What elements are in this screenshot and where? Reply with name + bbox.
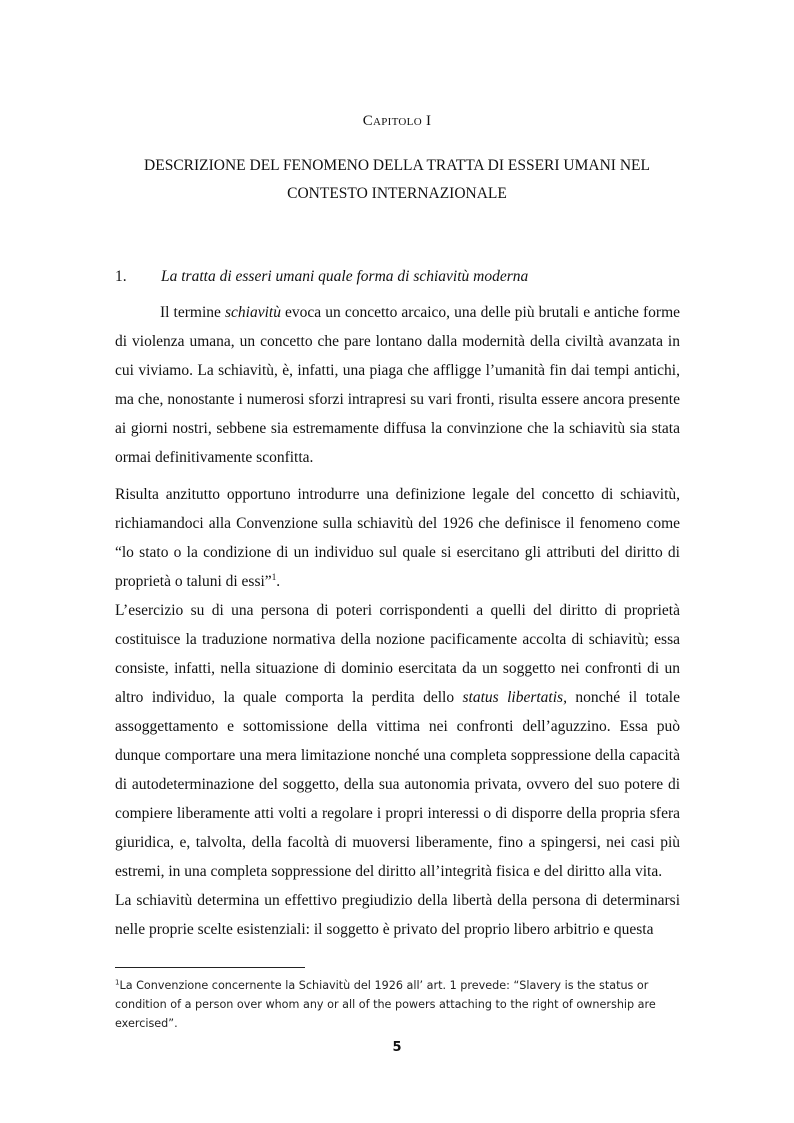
section-heading	[115, 268, 685, 286]
chapter-title-line-1: DESCRIZIONE DEL FENOMENO DELLA TRATTA DI ESSERI UMANI NEL	[144, 157, 650, 174]
paragraph-2-text: Risulta anzitutto opportuno introdurre una definizione legale del concetto di schiavitù, richiamandoci alla Convenzione sulla schiavitù del 1926 che definisce il fenomeno come “lo stato o la condizione di un individuo sul quale si esercitano gli attributi del diritto di proprietà o taluni di essi”	[115, 486, 680, 590]
body-text	[115, 298, 680, 944]
footnote-number: 1	[115, 978, 120, 987]
chapter-label-text: Capitolo I	[362, 113, 432, 129]
paragraph-3	[115, 596, 680, 886]
section-title: La tratta di esseri umani quale forma di schiavitù moderna	[161, 268, 529, 285]
chapter-title-line-2: CONTESTO INTERNAZIONALE	[287, 185, 507, 202]
paragraph-3-emphasis: status libertatis,	[462, 689, 567, 706]
footnote	[115, 976, 685, 1033]
page-number: 5	[392, 1040, 402, 1055]
footnote-separator	[115, 967, 305, 968]
paragraph-3-start: L’esercizio su di una persona di poteri corrispondenti a quelli del diritto di proprietà costituisce la traduzione normativa della nozione pacificamente accolta di schiavitù; essa consiste, infatti, nella situazione di dominio esercitata da un soggetto nei confronti di un altro individuo, la quale comporta la perdita dello	[115, 602, 680, 706]
paragraph-2	[115, 480, 680, 596]
paragraph-4-text: La schiavitù determina un effettivo pregiudizio della libertà della persona di determinarsi nelle proprie scelte esistenziali: il soggetto è privato del proprio libero arbitrio e questa	[115, 892, 680, 938]
paragraph-4	[115, 886, 680, 944]
paragraph-1-emphasis: schiavitù	[224, 304, 281, 321]
paragraph-1-start: Il termine	[160, 304, 225, 321]
paragraph-1-rest: evoca un concetto arcaico, una delle più brutali e antiche forme di violenza umana, un concetto che pare lontano dalla modernità della civiltà avanzata in cui viviamo. La schiavitù, è, infatti, una piaga che affligge l’umanità fin dai tempi antichi, ma che, nonostante i numerosi sforzi intrapresi su vari fronti, risulta essere ancora presente ai giorni nostri, sebbene sia estremamente diffusa la convinzione che la schiavitù sia stata ormai definitivamente sconfitta.	[115, 304, 681, 466]
footnote-reference[interactable]: 1	[271, 571, 277, 582]
footnote-text: La Convenzione concernente la Schiavitù del 1926 all’ art. 1 prevede: “Slavery is the status or condition of a person over whom any or all of the powers attaching to the right of ownership are exercised”.	[115, 979, 656, 1030]
chapter-title	[120, 152, 674, 208]
paragraph-1	[115, 298, 680, 472]
chapter-label	[0, 113, 794, 130]
paragraph-2-end: .	[276, 573, 281, 590]
paragraph-3-rest: nonché il totale assoggettamento e sottomissione della vittima nei confronti dell’aguzzino. Essa può dunque comportare una mera limitazione nonché una completa soppressione della capacità di autodeterminazione del soggetto, della sua autonomia privata, ovvero del suo potere di compiere liberamente atti volti a regolare i propri interessi o di disporre della propria sfera giuridica, e, talvolta, della facoltà di muoversi liberamente, fino a spingersi, nei casi più estremi, in una completa soppressione del diritto all’integrità fisica e del diritto alla vita.	[115, 689, 680, 880]
section-number: 1.	[115, 268, 127, 285]
